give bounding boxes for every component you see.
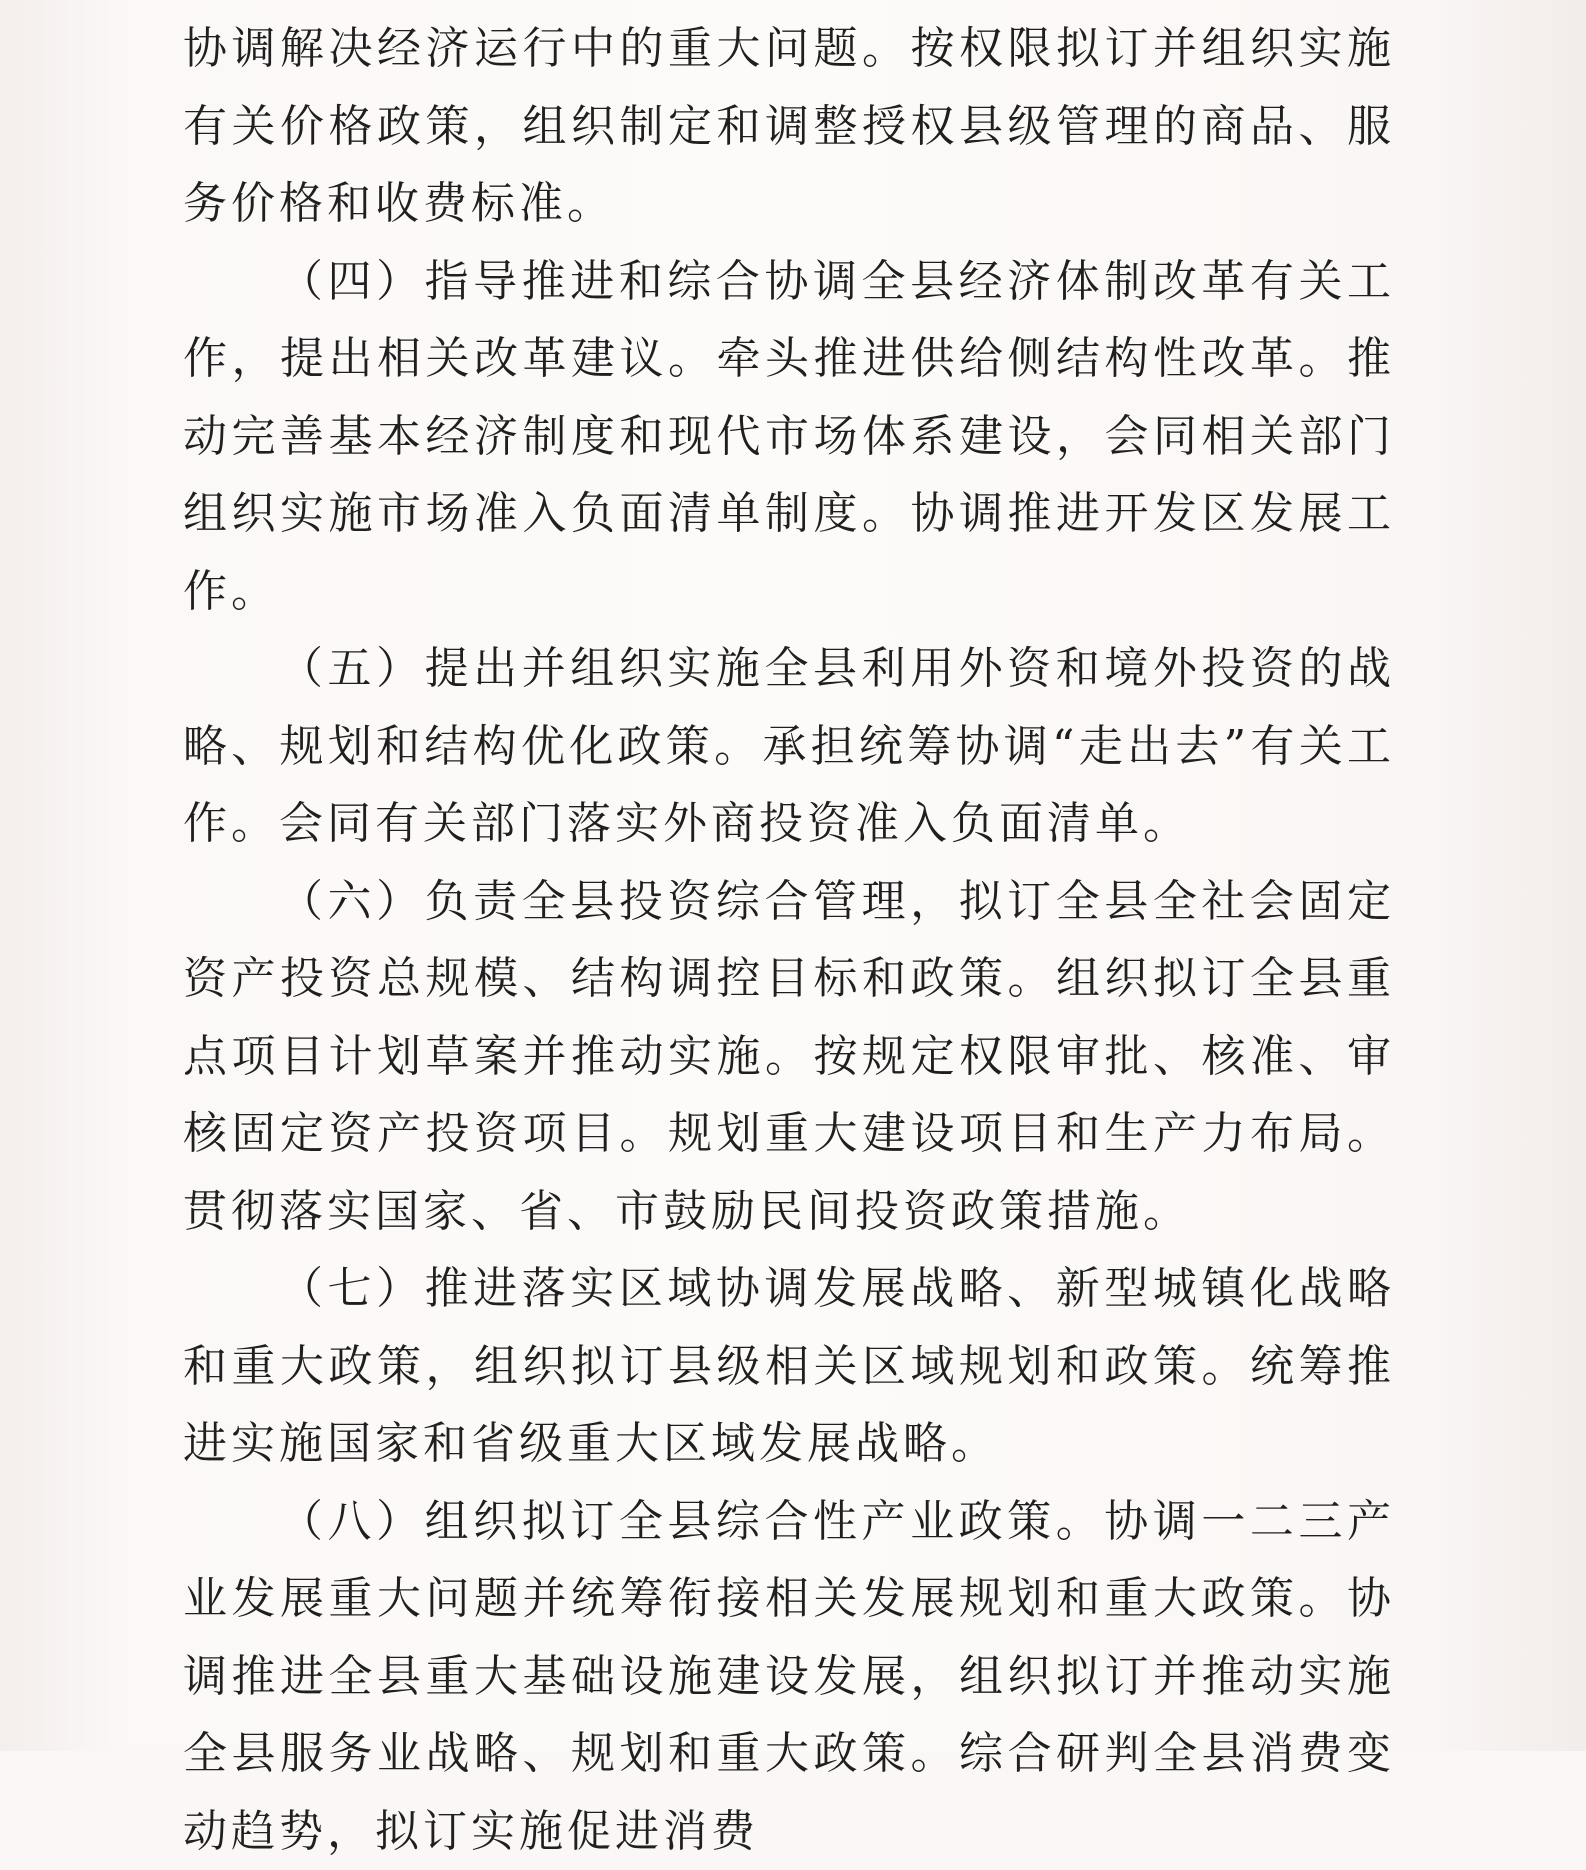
document-body xyxy=(183,10,1395,1870)
paragraph-6-investment-management: （六）负责全县投资综合管理，拟订全县全社会固定资产投资总规模、结构调控目标和政策。组织拟订全县重点项目计划草案并推动实施。按规定权限审批、核准、审核固定资产投资项目。规划重大建设项目和生产力布局。贯彻落实国家、省、市鼓励民间投资政策措施。 xyxy=(183,863,1395,1251)
paragraph-7-regional-development: （七）推进落实区域协调发展战略、新型城镇化战略和重大政策，组织拟订县级相关区域规划和政策。统筹推进实施国家和省级重大区域发展战略。 xyxy=(183,1250,1395,1483)
paragraph-price-policy: 协调解决经济运行中的重大问题。按权限拟订并组织实施有关价格政策，组织制定和调整授权县级管理的商品、服务价格和收费标准。 xyxy=(183,10,1395,243)
paragraph-8-industry-policy: （八）组织拟订全县综合性产业政策。协调一二三产业发展重大问题并统筹衔接相关发展规划和重大政策。协调推进全县重大基础设施建设发展，组织拟订并推动实施全县服务业战略、规划和重大政策。综合研判全县消费变动趋势，拟订实施促进消费 xyxy=(183,1483,1395,1870)
paragraph-5-foreign-investment: （五）提出并组织实施全县利用外资和境外投资的战略、规划和结构优化政策。承担统筹协调“走出去”有关工作。会同有关部门落实外商投资准入负面清单。 xyxy=(183,630,1395,863)
paragraph-4-reform: （四）指导推进和综合协调全县经济体制改革有关工作，提出相关改革建议。牵头推进供给侧结构性改革。推动完善基本经济制度和现代市场体系建设，会同相关部门组织实施市场准入负面清单制度。协调推进开发区发展工作。 xyxy=(183,243,1395,631)
